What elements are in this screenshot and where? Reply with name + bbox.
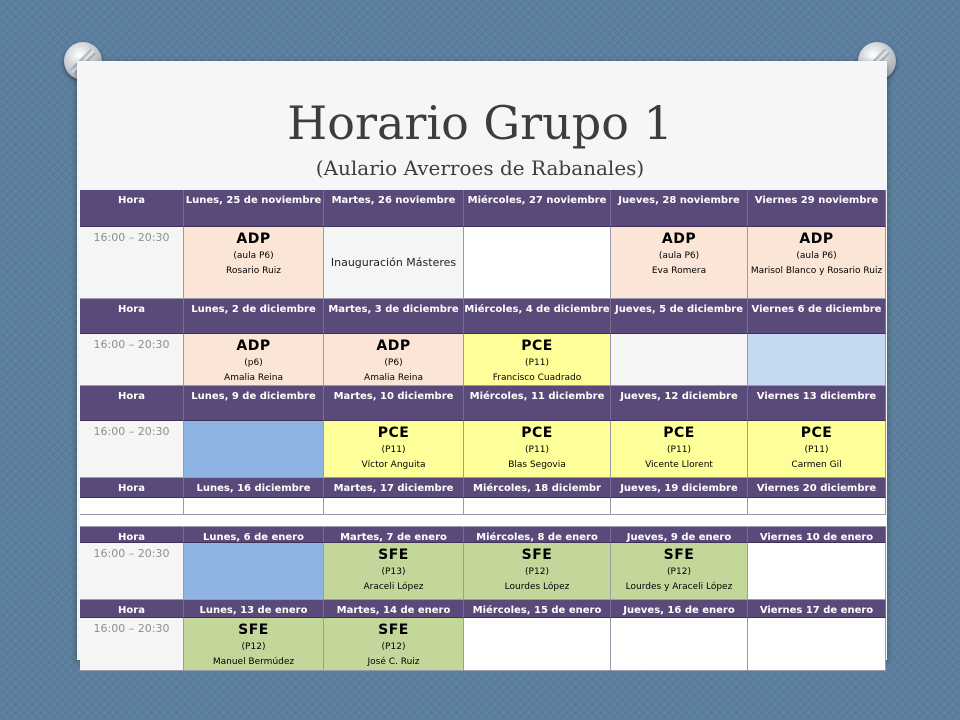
instructor-name: Vicente Llorent [645,460,713,470]
empty-cell [324,515,464,527]
schedule-cell [611,618,748,671]
schedule-cell [748,334,886,386]
instructor-name: Manuel Bermúdez [212,657,295,667]
course-code: SFE [521,547,553,563]
course-code: PCE [377,425,410,441]
course-room: (P12) [667,567,691,577]
empty-cell [748,515,886,527]
day-header: Martes, 3 de diciembre [324,299,464,334]
course-code: ADP [799,231,834,247]
course-code: SFE [663,547,695,563]
day-header: Miércoles, 27 noviembre [464,190,611,227]
course-room: (aula P6) [796,251,837,261]
day-header: Jueves, 5 de diciembre [611,299,748,334]
course-room: (P11) [381,445,406,455]
empty-cell [324,498,464,515]
course-room: (P11) [525,358,549,368]
day-header: Jueves, 16 de enero [611,600,748,618]
schedule-cell [464,227,611,299]
day-header: Viernes 13 diciembre [748,386,886,421]
day-header: Lunes, 9 de diciembre [184,386,324,421]
course-room: (P12) [525,567,549,577]
instructor-name: Amalia Reina [224,373,283,383]
day-header: Miércoles, 15 de enero [464,600,611,618]
schedule-cell [748,227,886,299]
day-header: Martes, 26 noviembre [324,190,464,227]
day-header: Miércoles, 8 de enero [464,527,611,543]
hora-header: Hora [80,478,184,498]
course-code: PCE [800,425,833,441]
course-room: (aula P6) [658,251,700,261]
schedule-cell [748,618,886,671]
day-header: Lunes, 6 de enero [184,527,324,543]
schedule-cell [611,421,748,478]
schedule-cell [184,227,324,299]
hora-header: Hora [80,190,184,227]
time-slot: 16:00 – 20:30 [80,227,184,299]
instructor-name: Rosario Ruiz [226,266,281,276]
event-label: Inauguración Másteres [330,256,457,269]
day-header: Martes, 10 diciembre [324,386,464,421]
schedule-cell [464,334,611,386]
schedule-cell [184,618,324,671]
empty-cell [184,498,324,515]
course-code: PCE [521,425,553,441]
course-code: SFE [378,547,409,563]
day-header: Lunes, 16 diciembre [184,478,324,498]
instructor-name: Blas Segovia [508,460,566,470]
schedule-cell [324,543,464,600]
instructor-name: José C. Ruiz [367,657,420,667]
day-header: Miércoles, 18 diciembr [464,478,611,498]
course-room: (aula P6) [233,251,274,261]
instructor-name: Amalia Reina [364,373,423,383]
course-room: (P11) [525,445,549,455]
time-slot: 16:00 – 20:30 [80,543,184,600]
schedule-cell [184,421,324,478]
hora-header: Hora [80,299,184,334]
course-room: (p6) [244,358,263,368]
course-room: (P12) [381,642,406,652]
instructor-name: Lourdes y Araceli López [625,582,733,592]
hora-header: Hora [80,386,184,421]
day-header: Martes, 7 de enero [324,527,464,543]
course-code: PCE [521,338,553,354]
day-header: Lunes, 2 de diciembre [184,299,324,334]
course-code: ADP [236,338,271,354]
instructor-name: Víctor Anguita [361,460,426,470]
schedule-cell [611,543,748,600]
day-header: Jueves, 19 diciembre [611,478,748,498]
empty-cell [80,515,184,527]
schedule-cell [324,618,464,671]
empty-cell [611,498,748,515]
empty-cell [464,515,611,527]
day-header: Martes, 14 de enero [324,600,464,618]
schedule-cell [324,227,464,299]
schedule-cell [611,227,748,299]
day-header: Martes, 17 diciembre [324,478,464,498]
instructor-name: Francisco Cuadrado [492,373,582,383]
day-header: Lunes, 25 de noviembre [184,190,324,227]
empty-cell [464,498,611,515]
schedule-cell [464,618,611,671]
time-slot: 16:00 – 20:30 [80,334,184,386]
day-header: Viernes 29 noviembre [748,190,886,227]
course-room: (P11) [667,445,691,455]
course-code: ADP [236,231,271,247]
instructor-name: Lourdes López [504,582,570,592]
day-header: Jueves, 12 diciembre [611,386,748,421]
course-code: SFE [378,622,409,638]
day-header: Jueves, 28 noviembre [611,190,748,227]
schedule-cell [748,543,886,600]
course-room: (P11) [804,445,829,455]
day-header: Viernes 20 diciembre [748,478,886,498]
day-header: Viernes 6 de diciembre [748,299,886,334]
page-subtitle: (Aulario Averroes de Rabanales) [315,156,645,180]
day-header: Miércoles, 4 de diciembre [464,299,611,334]
time-slot: 16:00 – 20:30 [80,421,184,478]
course-room: (P6) [384,358,403,368]
page-title: Horario Grupo 1 [287,96,673,150]
schedule-cell [184,543,324,600]
empty-cell [611,515,748,527]
hora-header: Hora [80,527,184,543]
course-code: SFE [238,622,269,638]
course-code: PCE [663,425,695,441]
course-room: (P12) [241,642,266,652]
schedule-cell [324,421,464,478]
course-room: (P13) [381,567,406,577]
schedule-cell [464,421,611,478]
instructor-name: Carmen Gil [791,460,842,470]
empty-cell [80,498,184,515]
day-header: Miércoles, 11 diciembre [464,386,611,421]
time-slot: 16:00 – 20:30 [80,618,184,671]
schedule-cell [184,334,324,386]
course-code: ADP [661,231,697,247]
day-header: Viernes 10 de enero [748,527,886,543]
hora-header: Hora [80,600,184,618]
schedule-cell [324,334,464,386]
schedule-cell [464,543,611,600]
instructor-name: Marisol Blanco y Rosario Ruiz [750,266,883,276]
empty-cell [184,515,324,527]
instructor-name: Eva Romera [651,266,707,276]
schedule-cell [748,421,886,478]
schedule-cell [611,334,748,386]
day-header: Lunes, 13 de enero [184,600,324,618]
day-header: Viernes 17 de enero [748,600,886,618]
day-header: Jueves, 9 de enero [611,527,748,543]
schedule-table [80,190,886,671]
instructor-name: Araceli López [363,582,424,592]
course-code: ADP [376,338,411,354]
empty-cell [748,498,886,515]
